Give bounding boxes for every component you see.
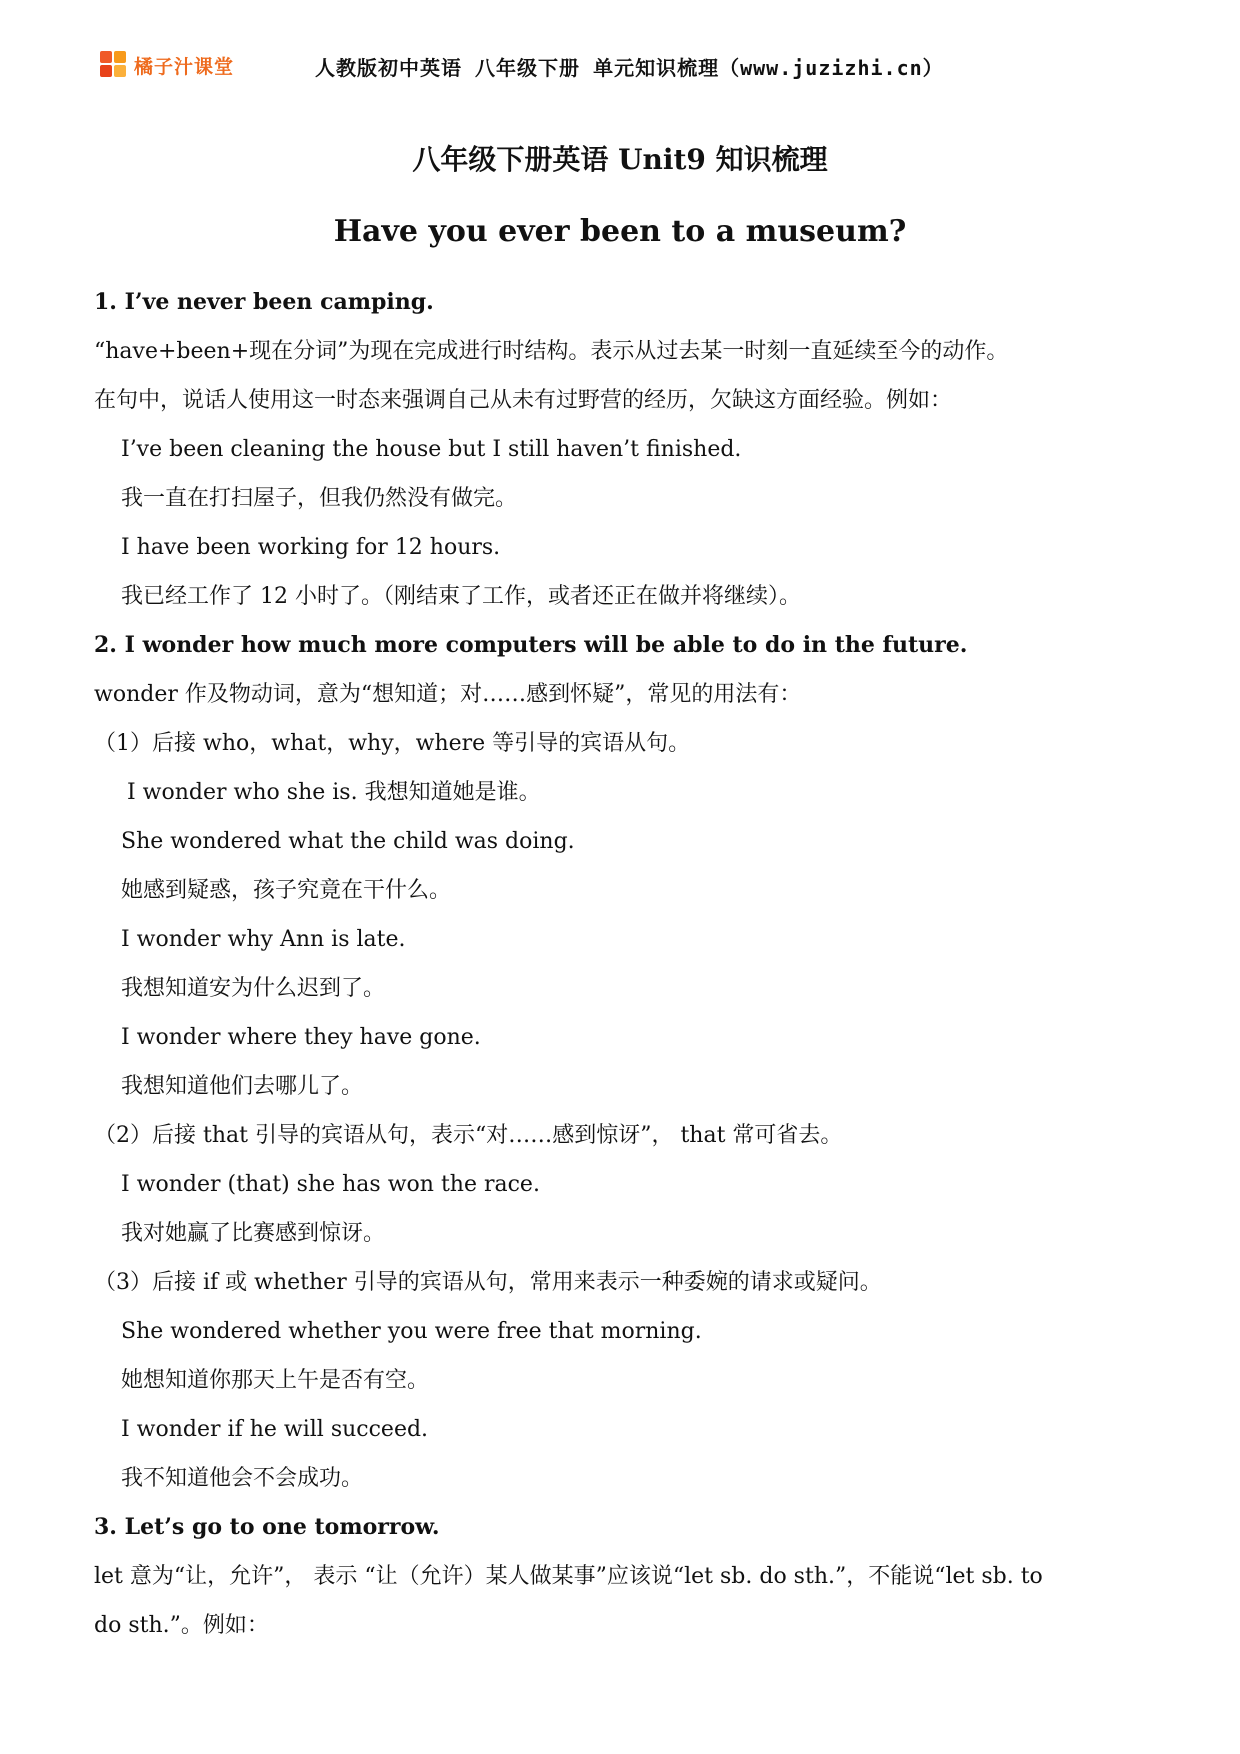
document-body	[94, 278, 1154, 1650]
example-translation: 我想知道安为什么迟到了。	[121, 976, 386, 1001]
usage-item: （2）后接 that 引导的宾语从句，表示“对……感到惊讶”， that 常可省去。	[94, 1123, 843, 1148]
example-translation: 我对她赢了比赛感到惊讶。	[121, 1221, 386, 1246]
paragraph-line: do sth.”。例如：	[94, 1613, 269, 1638]
example-sentence: I wonder (that) she has won the race.	[121, 1172, 540, 1197]
example-translation: 她想知道你那天上午是否有空。	[121, 1368, 430, 1393]
paragraph-line: wonder 作及物动词，意为“想知道；对……感到怀疑”，常见的用法有：	[94, 682, 802, 707]
example-translation: 我已经工作了 12 小时了。（刚结束了工作，或者还正在做并将继续）。	[121, 584, 801, 609]
section-heading-1: 1. I’ve never been camping.	[94, 289, 434, 315]
example-sentence: I wonder if he will succeed.	[121, 1417, 429, 1442]
header-title: 人教版初中英语 八年级下册 单元知识梳理（www.juzizhi.cn）	[315, 56, 944, 80]
example-sentence: She wondered what the child was doing.	[121, 829, 575, 854]
example-translation: 我想知道他们去哪儿了。	[121, 1074, 364, 1099]
example-translation: 她感到疑惑，孩子究竟在干什么。	[121, 878, 452, 903]
example-translation: 我一直在打扫屋子，但我仍然没有做完。	[121, 486, 518, 511]
section-heading-2: 2. I wonder how much more computers will be able to do in the future.	[94, 632, 968, 658]
example-sentence: I wonder where they have gone.	[121, 1025, 481, 1050]
brand-logo	[100, 48, 234, 82]
example-sentence: She wondered whether you were free that morning.	[121, 1319, 702, 1344]
example-sentence: I’ve been cleaning the house but I still haven’t finished.	[121, 437, 742, 462]
logo-icon	[100, 51, 128, 79]
paragraph-line: “have+been+现在分词”为现在完成进行时结构。表示从过去某一时刻一直延续至今的动作。	[94, 339, 1009, 364]
logo-text: 橘子汁课堂	[134, 55, 235, 78]
usage-item: （3）后接 if 或 whether 引导的宾语从句，常用来表示一种委婉的请求或疑问。	[94, 1270, 882, 1295]
usage-item: （1）后接 who，what，why，where 等引导的宾语从句。	[94, 731, 691, 756]
page-title: 八年级下册英语 Unit9 知识梳理	[412, 143, 828, 176]
example-translation: 我不知道他会不会成功。	[121, 1466, 364, 1491]
example-sentence: I wonder who she is. 我想知道她是谁。	[127, 780, 541, 805]
section-heading-3: 3. Let’s go to one tomorrow.	[94, 1514, 440, 1540]
page-header	[100, 48, 1160, 82]
example-sentence: I have been working for 12 hours.	[121, 535, 501, 560]
paragraph-line: let 意为“让，允许”， 表示 “让（允许）某人做某事”应该说“let sb. do sth.”，不能说“let sb. to	[94, 1564, 1043, 1589]
page-subtitle: Have you ever been to a museum?	[333, 214, 907, 249]
example-sentence: I wonder why Ann is late.	[121, 927, 406, 952]
paragraph-line: 在句中，说话人使用这一时态来强调自己从未有过野营的经历，欠缺这方面经验。例如：	[94, 388, 953, 413]
